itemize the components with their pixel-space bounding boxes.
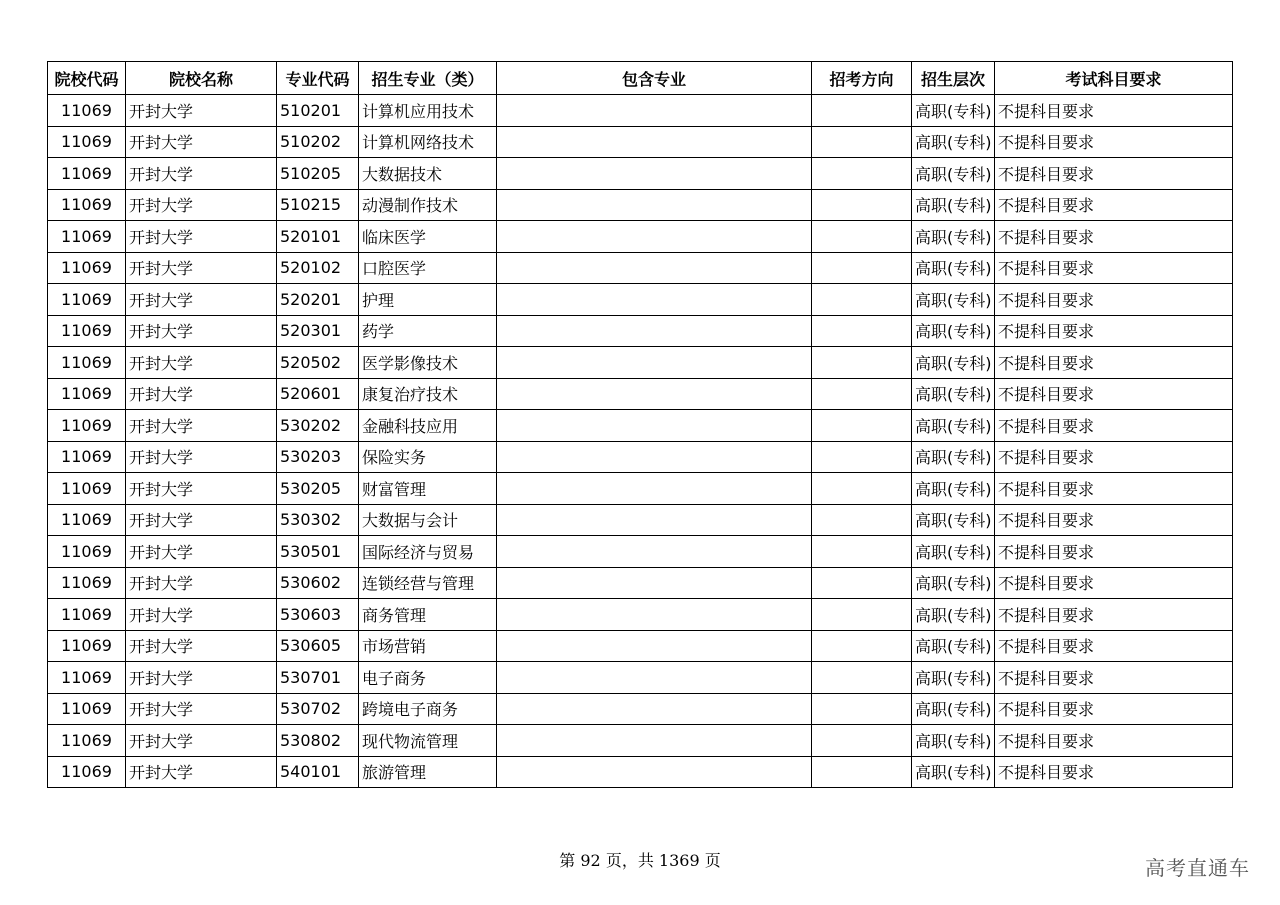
table-row xyxy=(48,158,1233,190)
cell-school-name: 开封大学 xyxy=(126,725,277,757)
cell-school-code: 11069 xyxy=(48,189,126,221)
cell-direction xyxy=(812,599,912,631)
cell-major: 药学 xyxy=(359,315,497,347)
table-row xyxy=(48,284,1233,316)
cell-major: 金融科技应用 xyxy=(359,410,497,442)
cell-major-code: 530203 xyxy=(277,441,359,473)
cell-included-majors xyxy=(497,441,812,473)
cell-school-name: 开封大学 xyxy=(126,221,277,253)
cell-major-code: 520502 xyxy=(277,347,359,379)
cell-school-name: 开封大学 xyxy=(126,158,277,190)
cell-requirement: 不提科目要求 xyxy=(995,284,1233,316)
table-row xyxy=(48,221,1233,253)
cell-major: 旅游管理 xyxy=(359,756,497,788)
cell-included-majors xyxy=(497,756,812,788)
header-major-code: 专业代码 xyxy=(277,62,359,95)
cell-major-code: 530302 xyxy=(277,504,359,536)
cell-major-code: 530802 xyxy=(277,725,359,757)
cell-direction xyxy=(812,221,912,253)
cell-school-code: 11069 xyxy=(48,725,126,757)
cell-level: 高职(专科) xyxy=(912,315,995,347)
header-school-code: 院校代码 xyxy=(48,62,126,95)
cell-major-code: 510215 xyxy=(277,189,359,221)
cell-major-code: 520101 xyxy=(277,221,359,253)
cell-level: 高职(专科) xyxy=(912,599,995,631)
cell-level: 高职(专科) xyxy=(912,504,995,536)
cell-level: 高职(专科) xyxy=(912,725,995,757)
cell-direction xyxy=(812,441,912,473)
cell-included-majors xyxy=(497,473,812,505)
cell-major: 护理 xyxy=(359,284,497,316)
cell-included-majors xyxy=(497,536,812,568)
cell-school-code: 11069 xyxy=(48,693,126,725)
cell-major-code: 530205 xyxy=(277,473,359,505)
cell-requirement: 不提科目要求 xyxy=(995,567,1233,599)
cell-requirement: 不提科目要求 xyxy=(995,378,1233,410)
table-row xyxy=(48,410,1233,442)
cell-major: 计算机网络技术 xyxy=(359,126,497,158)
cell-direction xyxy=(812,378,912,410)
cell-school-code: 11069 xyxy=(48,662,126,694)
cell-level: 高职(专科) xyxy=(912,95,995,127)
cell-school-code: 11069 xyxy=(48,315,126,347)
table-row xyxy=(48,693,1233,725)
cell-requirement: 不提科目要求 xyxy=(995,662,1233,694)
table-row xyxy=(48,756,1233,788)
cell-included-majors xyxy=(497,662,812,694)
cell-level: 高职(专科) xyxy=(912,410,995,442)
cell-level: 高职(专科) xyxy=(912,441,995,473)
cell-direction xyxy=(812,252,912,284)
cell-direction xyxy=(812,693,912,725)
cell-requirement: 不提科目要求 xyxy=(995,347,1233,379)
table-row xyxy=(48,630,1233,662)
cell-requirement: 不提科目要求 xyxy=(995,441,1233,473)
cell-major: 连锁经营与管理 xyxy=(359,567,497,599)
table-row xyxy=(48,126,1233,158)
cell-level: 高职(专科) xyxy=(912,189,995,221)
cell-requirement: 不提科目要求 xyxy=(995,536,1233,568)
cell-major-code: 530701 xyxy=(277,662,359,694)
cell-school-code: 11069 xyxy=(48,473,126,505)
cell-school-code: 11069 xyxy=(48,284,126,316)
cell-direction xyxy=(812,536,912,568)
cell-major-code: 530603 xyxy=(277,599,359,631)
cell-major-code: 530702 xyxy=(277,693,359,725)
cell-direction xyxy=(812,504,912,536)
cell-level: 高职(专科) xyxy=(912,567,995,599)
cell-major: 临床医学 xyxy=(359,221,497,253)
cell-major-code: 510202 xyxy=(277,126,359,158)
cell-school-name: 开封大学 xyxy=(126,473,277,505)
cell-major-code: 520102 xyxy=(277,252,359,284)
cell-school-code: 11069 xyxy=(48,221,126,253)
enrollment-table xyxy=(47,61,1233,788)
cell-direction xyxy=(812,158,912,190)
cell-direction xyxy=(812,189,912,221)
cell-requirement: 不提科目要求 xyxy=(995,221,1233,253)
cell-direction xyxy=(812,315,912,347)
table-header-row xyxy=(48,62,1233,95)
cell-requirement: 不提科目要求 xyxy=(995,756,1233,788)
cell-level: 高职(专科) xyxy=(912,536,995,568)
cell-school-code: 11069 xyxy=(48,567,126,599)
cell-included-majors xyxy=(497,158,812,190)
cell-major-code: 540101 xyxy=(277,756,359,788)
cell-included-majors xyxy=(497,95,812,127)
cell-school-code: 11069 xyxy=(48,410,126,442)
cell-school-name: 开封大学 xyxy=(126,693,277,725)
cell-included-majors xyxy=(497,252,812,284)
cell-requirement: 不提科目要求 xyxy=(995,725,1233,757)
cell-school-name: 开封大学 xyxy=(126,189,277,221)
cell-included-majors xyxy=(497,504,812,536)
cell-included-majors xyxy=(497,315,812,347)
cell-school-code: 11069 xyxy=(48,126,126,158)
cell-major: 电子商务 xyxy=(359,662,497,694)
cell-school-name: 开封大学 xyxy=(126,662,277,694)
cell-direction xyxy=(812,410,912,442)
table-row xyxy=(48,378,1233,410)
table-row xyxy=(48,315,1233,347)
cell-level: 高职(专科) xyxy=(912,158,995,190)
header-level: 招生层次 xyxy=(912,62,995,95)
cell-requirement: 不提科目要求 xyxy=(995,410,1233,442)
cell-school-code: 11069 xyxy=(48,95,126,127)
cell-level: 高职(专科) xyxy=(912,284,995,316)
cell-school-name: 开封大学 xyxy=(126,441,277,473)
cell-school-name: 开封大学 xyxy=(126,630,277,662)
cell-school-name: 开封大学 xyxy=(126,504,277,536)
header-requirement: 考试科目要求 xyxy=(995,62,1233,95)
cell-level: 高职(专科) xyxy=(912,347,995,379)
cell-included-majors xyxy=(497,410,812,442)
cell-major: 动漫制作技术 xyxy=(359,189,497,221)
cell-major-code: 530605 xyxy=(277,630,359,662)
table-row xyxy=(48,567,1233,599)
cell-school-name: 开封大学 xyxy=(126,315,277,347)
cell-requirement: 不提科目要求 xyxy=(995,126,1233,158)
header-school-name: 院校名称 xyxy=(126,62,277,95)
cell-level: 高职(专科) xyxy=(912,378,995,410)
page-number: 第 92 页，共 1369 页 xyxy=(559,851,721,870)
cell-direction xyxy=(812,95,912,127)
cell-school-code: 11069 xyxy=(48,599,126,631)
cell-included-majors xyxy=(497,347,812,379)
cell-school-name: 开封大学 xyxy=(126,378,277,410)
header-included-majors: 包含专业 xyxy=(497,62,812,95)
cell-school-name: 开封大学 xyxy=(126,95,277,127)
cell-requirement: 不提科目要求 xyxy=(995,189,1233,221)
cell-included-majors xyxy=(497,567,812,599)
cell-major: 大数据技术 xyxy=(359,158,497,190)
cell-school-code: 11069 xyxy=(48,378,126,410)
cell-direction xyxy=(812,725,912,757)
watermark: 高考直通车 xyxy=(1145,856,1250,880)
table-row xyxy=(48,473,1233,505)
cell-major: 财富管理 xyxy=(359,473,497,505)
cell-school-name: 开封大学 xyxy=(126,567,277,599)
cell-major-code: 510205 xyxy=(277,158,359,190)
cell-requirement: 不提科目要求 xyxy=(995,95,1233,127)
cell-major: 康复治疗技术 xyxy=(359,378,497,410)
cell-direction xyxy=(812,126,912,158)
cell-school-name: 开封大学 xyxy=(126,347,277,379)
cell-major-code: 530202 xyxy=(277,410,359,442)
cell-major: 市场营销 xyxy=(359,630,497,662)
cell-direction xyxy=(812,284,912,316)
cell-requirement: 不提科目要求 xyxy=(995,599,1233,631)
cell-included-majors xyxy=(497,126,812,158)
cell-school-name: 开封大学 xyxy=(126,599,277,631)
cell-included-majors xyxy=(497,189,812,221)
cell-major: 计算机应用技术 xyxy=(359,95,497,127)
cell-major-code: 530602 xyxy=(277,567,359,599)
cell-major: 大数据与会计 xyxy=(359,504,497,536)
cell-major-code: 530501 xyxy=(277,536,359,568)
table-row xyxy=(48,252,1233,284)
cell-level: 高职(专科) xyxy=(912,662,995,694)
cell-requirement: 不提科目要求 xyxy=(995,693,1233,725)
cell-major: 商务管理 xyxy=(359,599,497,631)
cell-requirement: 不提科目要求 xyxy=(995,473,1233,505)
table-row xyxy=(48,441,1233,473)
cell-direction xyxy=(812,473,912,505)
cell-major-code: 520601 xyxy=(277,378,359,410)
table-row xyxy=(48,536,1233,568)
cell-level: 高职(专科) xyxy=(912,630,995,662)
table-row xyxy=(48,189,1233,221)
cell-requirement: 不提科目要求 xyxy=(995,315,1233,347)
cell-school-code: 11069 xyxy=(48,252,126,284)
cell-requirement: 不提科目要求 xyxy=(995,630,1233,662)
cell-direction xyxy=(812,662,912,694)
cell-school-name: 开封大学 xyxy=(126,252,277,284)
cell-school-name: 开封大学 xyxy=(126,126,277,158)
cell-major: 口腔医学 xyxy=(359,252,497,284)
cell-level: 高职(专科) xyxy=(912,126,995,158)
cell-level: 高职(专科) xyxy=(912,252,995,284)
cell-direction xyxy=(812,630,912,662)
table-body xyxy=(48,95,1233,788)
cell-requirement: 不提科目要求 xyxy=(995,158,1233,190)
cell-major-code: 520301 xyxy=(277,315,359,347)
cell-school-name: 开封大学 xyxy=(126,536,277,568)
cell-included-majors xyxy=(497,284,812,316)
cell-requirement: 不提科目要求 xyxy=(995,252,1233,284)
cell-major: 跨境电子商务 xyxy=(359,693,497,725)
table-row xyxy=(48,725,1233,757)
cell-level: 高职(专科) xyxy=(912,693,995,725)
cell-school-code: 11069 xyxy=(48,630,126,662)
cell-included-majors xyxy=(497,221,812,253)
header-major: 招生专业（类） xyxy=(359,62,497,95)
table-row xyxy=(48,504,1233,536)
cell-school-code: 11069 xyxy=(48,347,126,379)
cell-school-code: 11069 xyxy=(48,441,126,473)
cell-level: 高职(专科) xyxy=(912,473,995,505)
table-row xyxy=(48,347,1233,379)
cell-school-code: 11069 xyxy=(48,504,126,536)
cell-direction xyxy=(812,756,912,788)
cell-major-code: 510201 xyxy=(277,95,359,127)
cell-school-name: 开封大学 xyxy=(126,756,277,788)
header-direction: 招考方向 xyxy=(812,62,912,95)
cell-school-name: 开封大学 xyxy=(126,284,277,316)
cell-included-majors xyxy=(497,725,812,757)
cell-direction xyxy=(812,567,912,599)
cell-included-majors xyxy=(497,599,812,631)
cell-level: 高职(专科) xyxy=(912,221,995,253)
cell-major: 保险实务 xyxy=(359,441,497,473)
cell-included-majors xyxy=(497,378,812,410)
table-row xyxy=(48,95,1233,127)
cell-included-majors xyxy=(497,630,812,662)
cell-school-name: 开封大学 xyxy=(126,410,277,442)
cell-school-code: 11069 xyxy=(48,158,126,190)
cell-school-code: 11069 xyxy=(48,536,126,568)
cell-major: 现代物流管理 xyxy=(359,725,497,757)
cell-level: 高职(专科) xyxy=(912,756,995,788)
cell-direction xyxy=(812,347,912,379)
cell-school-code: 11069 xyxy=(48,756,126,788)
table-row xyxy=(48,599,1233,631)
table-row xyxy=(48,662,1233,694)
cell-included-majors xyxy=(497,693,812,725)
cell-major: 医学影像技术 xyxy=(359,347,497,379)
cell-major: 国际经济与贸易 xyxy=(359,536,497,568)
cell-major-code: 520201 xyxy=(277,284,359,316)
cell-requirement: 不提科目要求 xyxy=(995,504,1233,536)
